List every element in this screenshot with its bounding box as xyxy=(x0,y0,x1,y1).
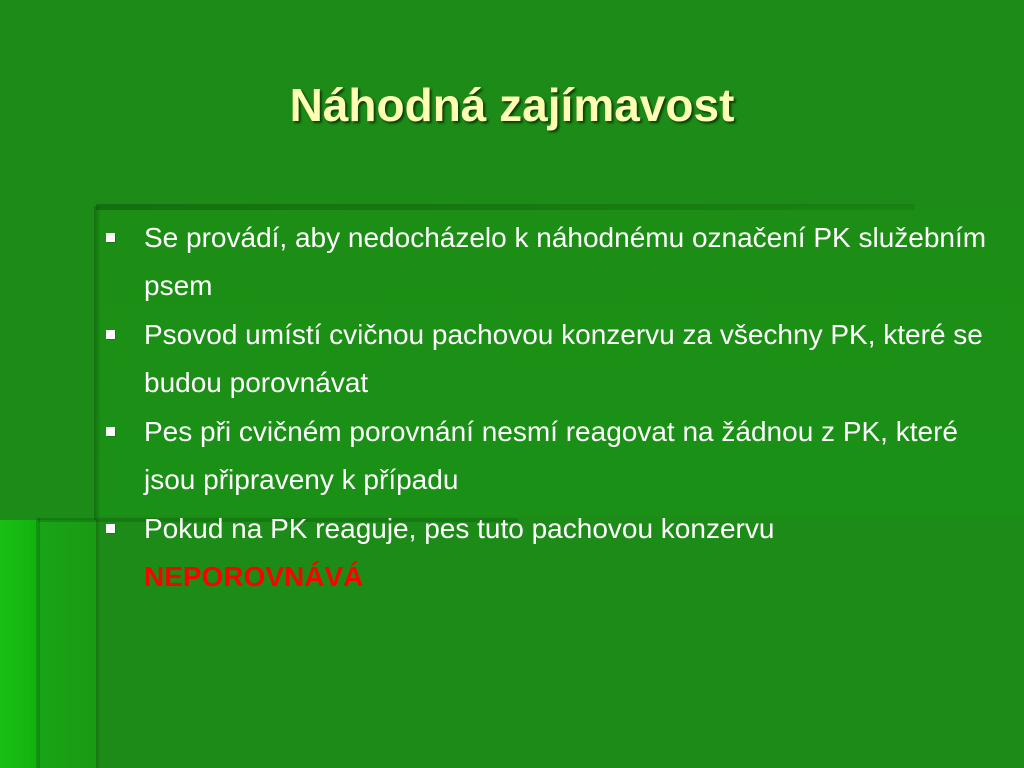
square-bullet-icon xyxy=(106,427,115,436)
square-bullet-icon xyxy=(106,233,115,242)
square-bullet-icon xyxy=(106,330,115,339)
background-left-strip-vertical-edge xyxy=(36,518,40,768)
bullet-emphasis-text: NEPOROVNÁVÁ xyxy=(144,561,364,592)
background-panel-edge xyxy=(96,204,914,210)
bullet-text: Se provádí, aby nedocházelo k náhodnému označení PK služebním psem xyxy=(144,222,987,301)
background-left-strip xyxy=(0,520,38,768)
bullet-text: Pokud na PK reaguje, pes tuto pachovou konzervu xyxy=(144,513,775,544)
bullet-item xyxy=(102,214,1002,310)
bullet-text: Pes při cvičném porovnání nesmí reagovat na žádnou z PK, které jsou připraveny k případu xyxy=(144,416,958,495)
bullet-item xyxy=(102,311,1002,407)
slide-title: Náhodná zajímavost xyxy=(289,79,735,131)
bullet-text: Psovod umístí cvičnou pachovou konzervu za všechny PK, které se budou porovnávat xyxy=(144,319,983,398)
background-left-strip-inner xyxy=(38,520,96,768)
bullet-item xyxy=(102,408,1002,504)
bullet-list xyxy=(102,214,1002,602)
bullet-item xyxy=(102,505,1002,601)
square-bullet-icon xyxy=(106,524,115,533)
